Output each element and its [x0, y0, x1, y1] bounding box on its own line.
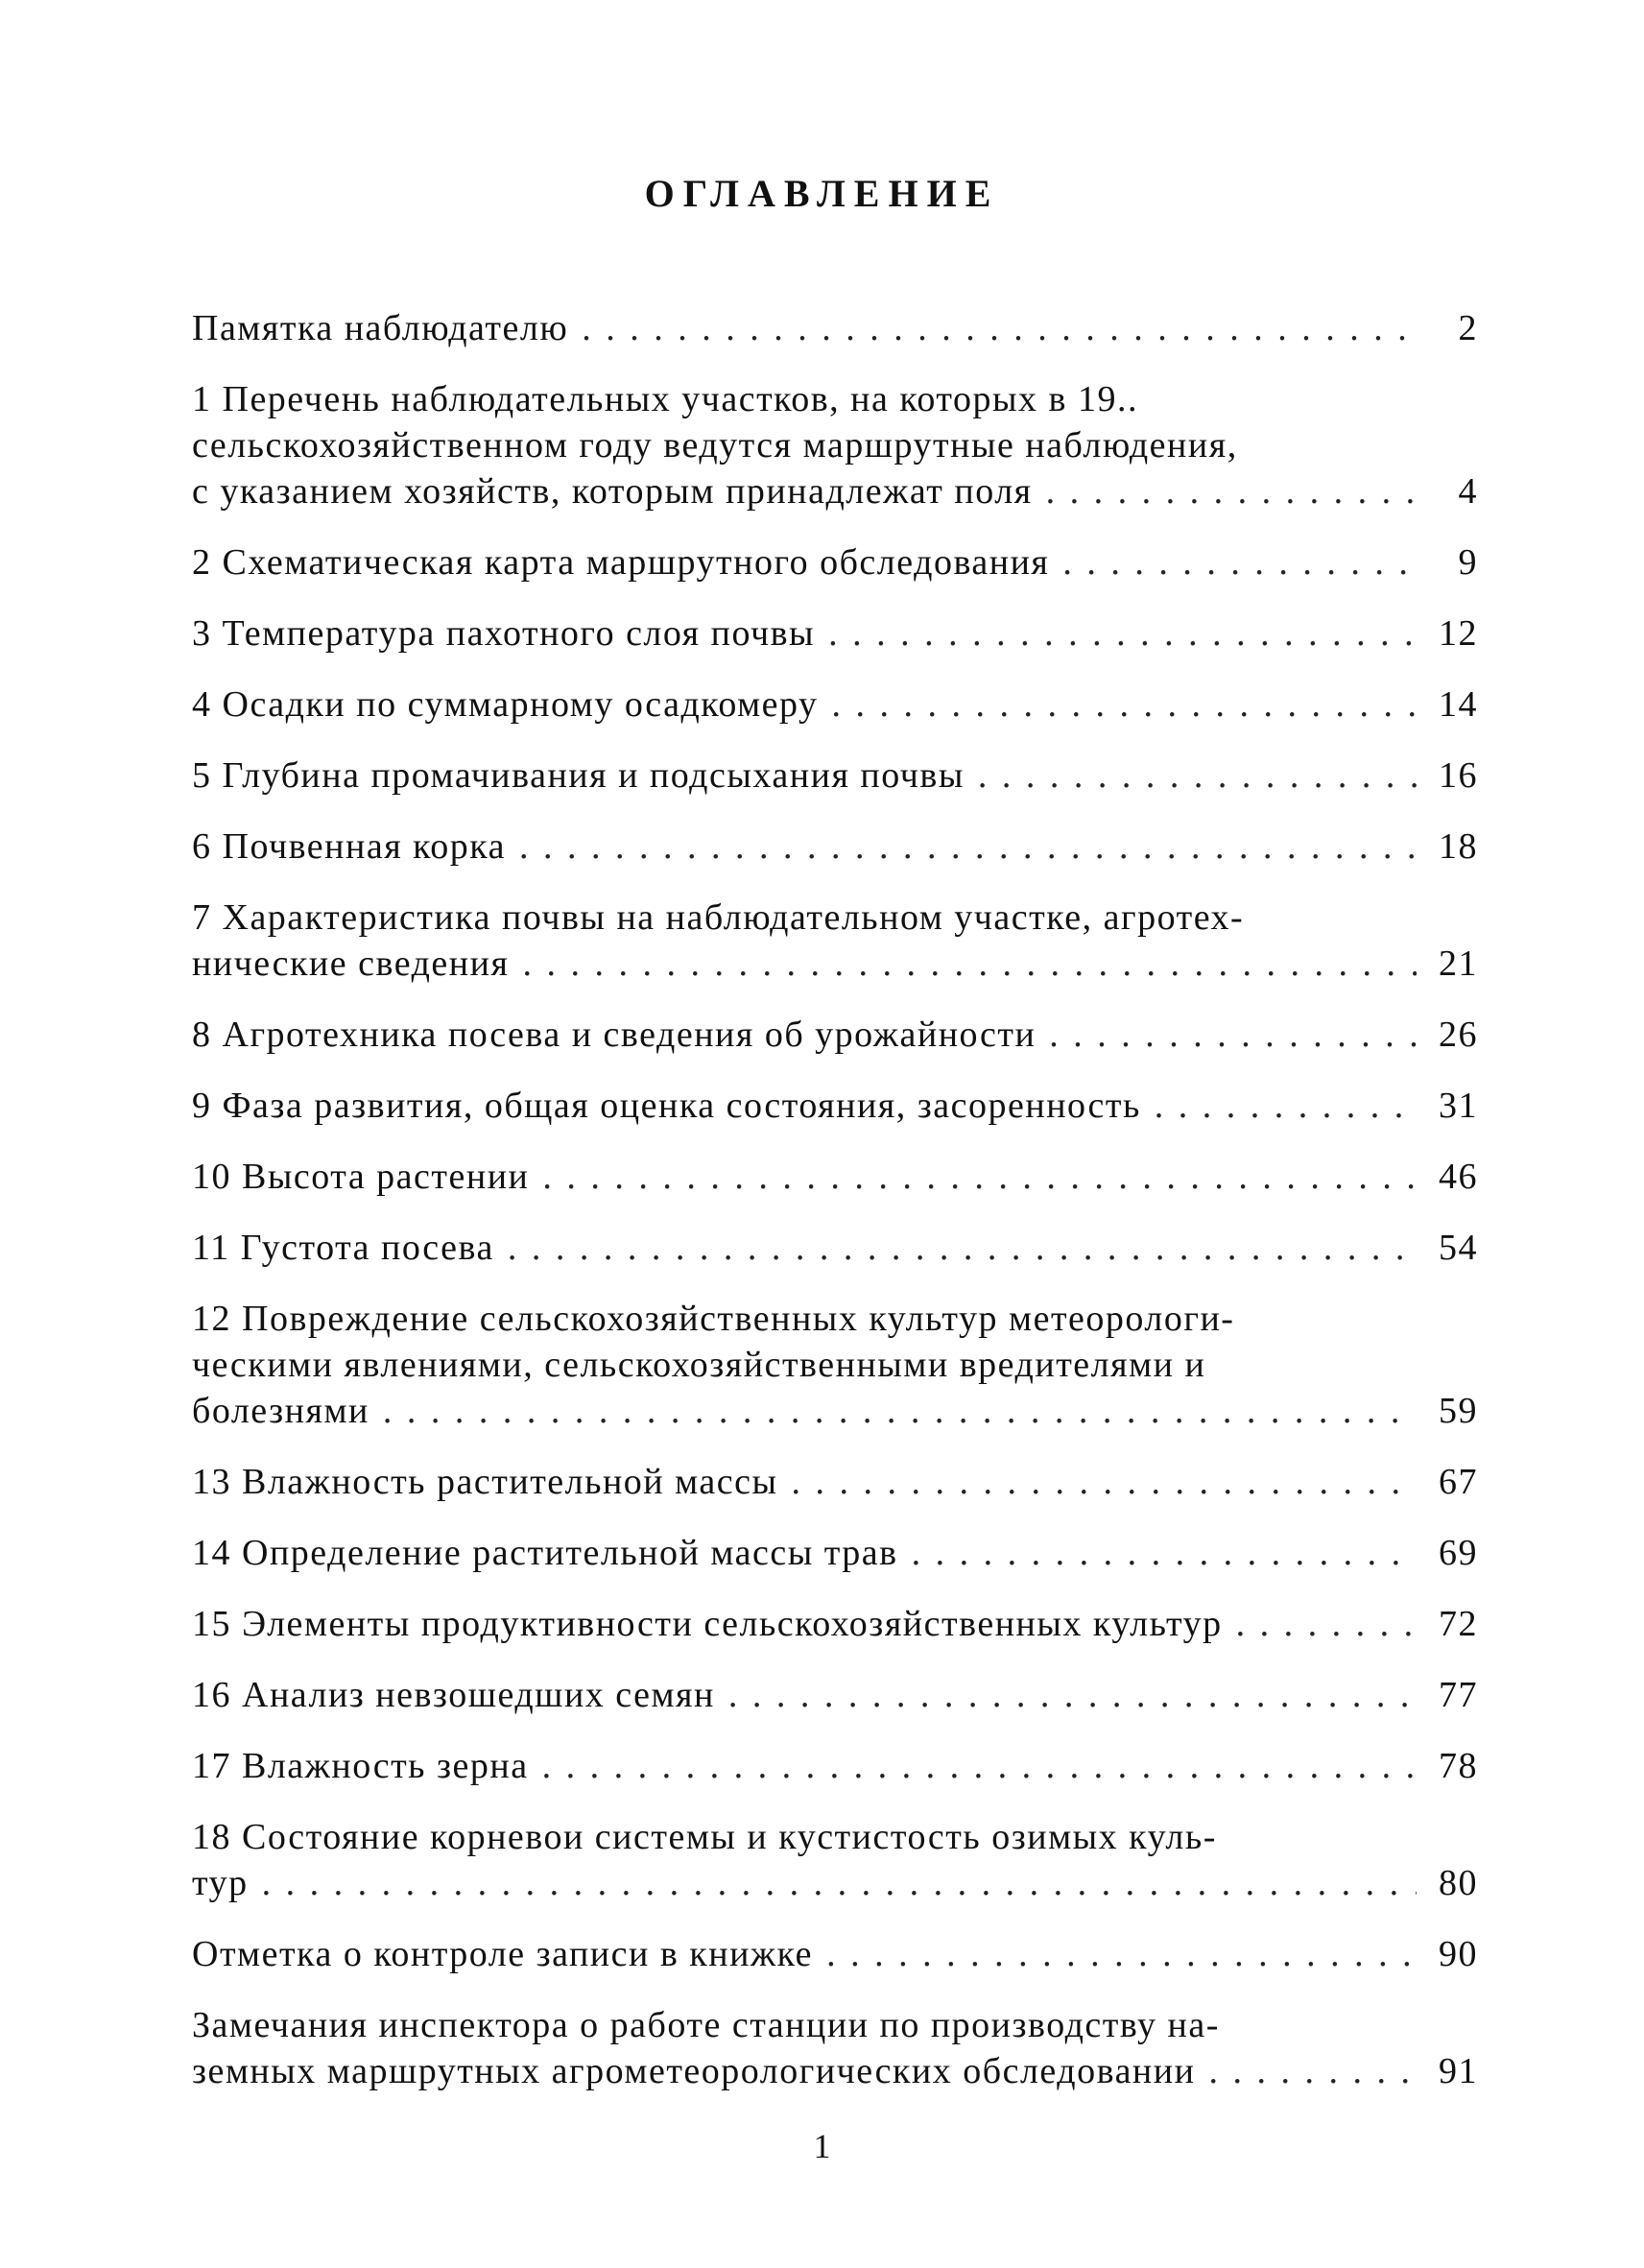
dot-leader — [1049, 539, 1417, 585]
dot-leader — [494, 1225, 1417, 1271]
toc-entry — [192, 2002, 1478, 2094]
toc-entry-title: 4 Осадки по суммарному осадкомеру — [192, 684, 819, 725]
toc-entry-page: 26 — [1439, 1015, 1478, 1055]
dot-leader — [509, 941, 1417, 987]
toc-entry-title: земных маршрутных агрометеорологических обследовании — [192, 2051, 1196, 2091]
toc-entry-last-line — [192, 1225, 1478, 1271]
toc-entry — [192, 1672, 1478, 1718]
toc-entry-title: 10 Высота растении — [192, 1157, 530, 1197]
toc-entry-page: 14 — [1439, 684, 1478, 725]
toc-entry — [192, 681, 1478, 728]
toc-entry-last-line — [192, 2048, 1478, 2094]
dot-leader — [1033, 468, 1417, 514]
toc-entry-title: Отметка о контроле записи в книжке — [192, 1934, 814, 1974]
toc-entry-last-line — [192, 1012, 1478, 1058]
dot-leader — [778, 1459, 1417, 1505]
toc-entry — [192, 1530, 1478, 1576]
toc-entry-last-line — [192, 1860, 1478, 1906]
toc-entry-line: 1 Перечень наблюдательных участков, на которых в 19.. — [192, 379, 1138, 419]
dot-leader — [1223, 1601, 1417, 1647]
dot-leader — [506, 824, 1417, 870]
toc-entry — [192, 895, 1478, 987]
toc-entry-page: 12 — [1439, 613, 1478, 654]
toc-entry-page: 16 — [1439, 755, 1478, 796]
toc-entry — [192, 1225, 1478, 1271]
toc-entry — [192, 752, 1478, 799]
dot-leader — [813, 1931, 1417, 1977]
dot-leader — [1036, 1012, 1417, 1058]
toc-entry-page: 9 — [1458, 542, 1478, 583]
toc-entry-last-line — [192, 752, 1478, 799]
toc-entry-line: 7 Характеристика почвы на наблюдательном участке, агротех- — [192, 897, 1245, 938]
toc-entry-title: 3 Температура пахотного слоя почвы — [192, 613, 816, 654]
dot-leader — [819, 681, 1417, 728]
dot-leader — [1141, 1083, 1417, 1129]
toc-entry-last-line — [192, 1672, 1478, 1718]
toc-entry-title: 2 Схематическая карта маршрутного обследования — [192, 542, 1050, 583]
toc-entry-page: 59 — [1439, 1391, 1478, 1431]
toc-entry-last-line — [192, 468, 1478, 514]
toc-entry — [192, 610, 1478, 657]
toc-entry-title: Памятка наблюдателю — [192, 308, 569, 348]
toc-entry-last-line — [192, 610, 1478, 657]
toc-entry-title: 17 Влажность зерна — [192, 1746, 529, 1786]
toc-entry-title: 13 Влажность растительной массы — [192, 1462, 778, 1502]
toc-entry — [192, 376, 1478, 514]
dot-leader — [249, 1860, 1417, 1906]
toc-entry-last-line — [192, 539, 1478, 585]
toc-entry-page: 72 — [1439, 1604, 1478, 1644]
toc-entry-title: 11 Густота посева — [192, 1228, 494, 1268]
dot-leader — [529, 1743, 1417, 1789]
toc-entry-page: 77 — [1439, 1675, 1478, 1715]
toc-entry-title: 14 Определение растительной массы трав — [192, 1533, 898, 1573]
toc-entry-last-line — [192, 1743, 1478, 1789]
toc-entry-last-line — [192, 305, 1478, 351]
toc-entry-page: 2 — [1458, 308, 1478, 348]
toc-entry-title: нические сведения — [192, 943, 510, 984]
toc-entry-page: 21 — [1439, 943, 1478, 984]
dot-leader — [715, 1672, 1417, 1718]
toc-entry-title: 16 Анализ невзошедших семян — [192, 1675, 715, 1715]
toc-entry-title: 8 Агротехника посева и сведения об урожайности — [192, 1015, 1036, 1055]
toc-entry-page: 78 — [1439, 1746, 1478, 1786]
toc-entry-last-line — [192, 1459, 1478, 1505]
toc-entry — [192, 539, 1478, 585]
toc-entry-last-line — [192, 1083, 1478, 1129]
toc-entry-page: 91 — [1439, 2051, 1478, 2091]
toc-entry-line: ческими явлениями, сельскохозяйственными вредителями и — [192, 1345, 1206, 1385]
dot-leader — [568, 305, 1417, 351]
toc-entry-page: 31 — [1439, 1086, 1478, 1126]
toc-entry-page: 80 — [1439, 1863, 1478, 1903]
toc-entry-title: тур — [192, 1863, 249, 1903]
toc-entry — [192, 1459, 1478, 1505]
dot-leader — [815, 610, 1417, 657]
toc-entry-last-line — [192, 1530, 1478, 1576]
toc-entry — [192, 1743, 1478, 1789]
dot-leader — [965, 752, 1417, 799]
toc-entry — [192, 1931, 1478, 1977]
toc-entry — [192, 1601, 1478, 1647]
toc-heading: ОГЛАВЛЕНИЕ — [644, 172, 1000, 215]
toc-entry-page: 69 — [1439, 1533, 1478, 1573]
page-number: 1 — [813, 2127, 831, 2165]
dot-leader — [369, 1388, 1417, 1434]
toc-entry-page: 90 — [1439, 1934, 1478, 1974]
toc-entry-title: 15 Элементы продуктивности сельскохозяйственных культур — [192, 1604, 1223, 1644]
toc-entry-title: болезнями — [192, 1391, 369, 1431]
dot-leader — [1195, 2048, 1417, 2094]
toc-entry-last-line — [192, 824, 1478, 870]
toc-entry-line: Замечания инспектора о работе станции по производству на- — [192, 2005, 1220, 2045]
toc-entry-last-line — [192, 1388, 1478, 1434]
toc-entry — [192, 1012, 1478, 1058]
toc-entry-last-line — [192, 1931, 1478, 1977]
toc-entry-title: 9 Фаза развития, общая оценка состояния, засоренность — [192, 1086, 1141, 1126]
toc-entry-last-line — [192, 1601, 1478, 1647]
toc-entry-page: 67 — [1439, 1462, 1478, 1502]
toc-entry-line: 12 Повреждение сельскохозяйственных культур метеорологи- — [192, 1299, 1235, 1339]
toc-entry-title: 6 Почвенная корка — [192, 826, 506, 867]
toc-entry-title: с указанием хозяйств, которым принадлежат поля — [192, 471, 1033, 512]
toc-entry-title: 5 Глубина промачивания и подсыхания почвы — [192, 755, 965, 796]
table-of-contents — [192, 305, 1478, 2119]
toc-entry-page: 46 — [1439, 1157, 1478, 1197]
toc-entry-line: сельскохозяйственном году ведутся маршрутные наблюдения, — [192, 425, 1238, 466]
toc-entry-last-line — [192, 1154, 1478, 1200]
toc-entry-page: 18 — [1439, 826, 1478, 867]
dot-leader — [898, 1530, 1417, 1576]
toc-entry-line: 18 Состояние корневои системы и кустистость озимых куль- — [192, 1817, 1217, 1857]
toc-entry — [192, 1296, 1478, 1434]
toc-entry-page: 4 — [1458, 471, 1478, 512]
toc-entry — [192, 1154, 1478, 1200]
toc-entry-page: 54 — [1439, 1228, 1478, 1268]
toc-entry — [192, 1814, 1478, 1906]
dot-leader — [529, 1154, 1417, 1200]
toc-entry — [192, 305, 1478, 351]
toc-entry-last-line — [192, 681, 1478, 728]
toc-entry — [192, 1083, 1478, 1129]
toc-entry — [192, 824, 1478, 870]
toc-entry-last-line — [192, 941, 1478, 987]
